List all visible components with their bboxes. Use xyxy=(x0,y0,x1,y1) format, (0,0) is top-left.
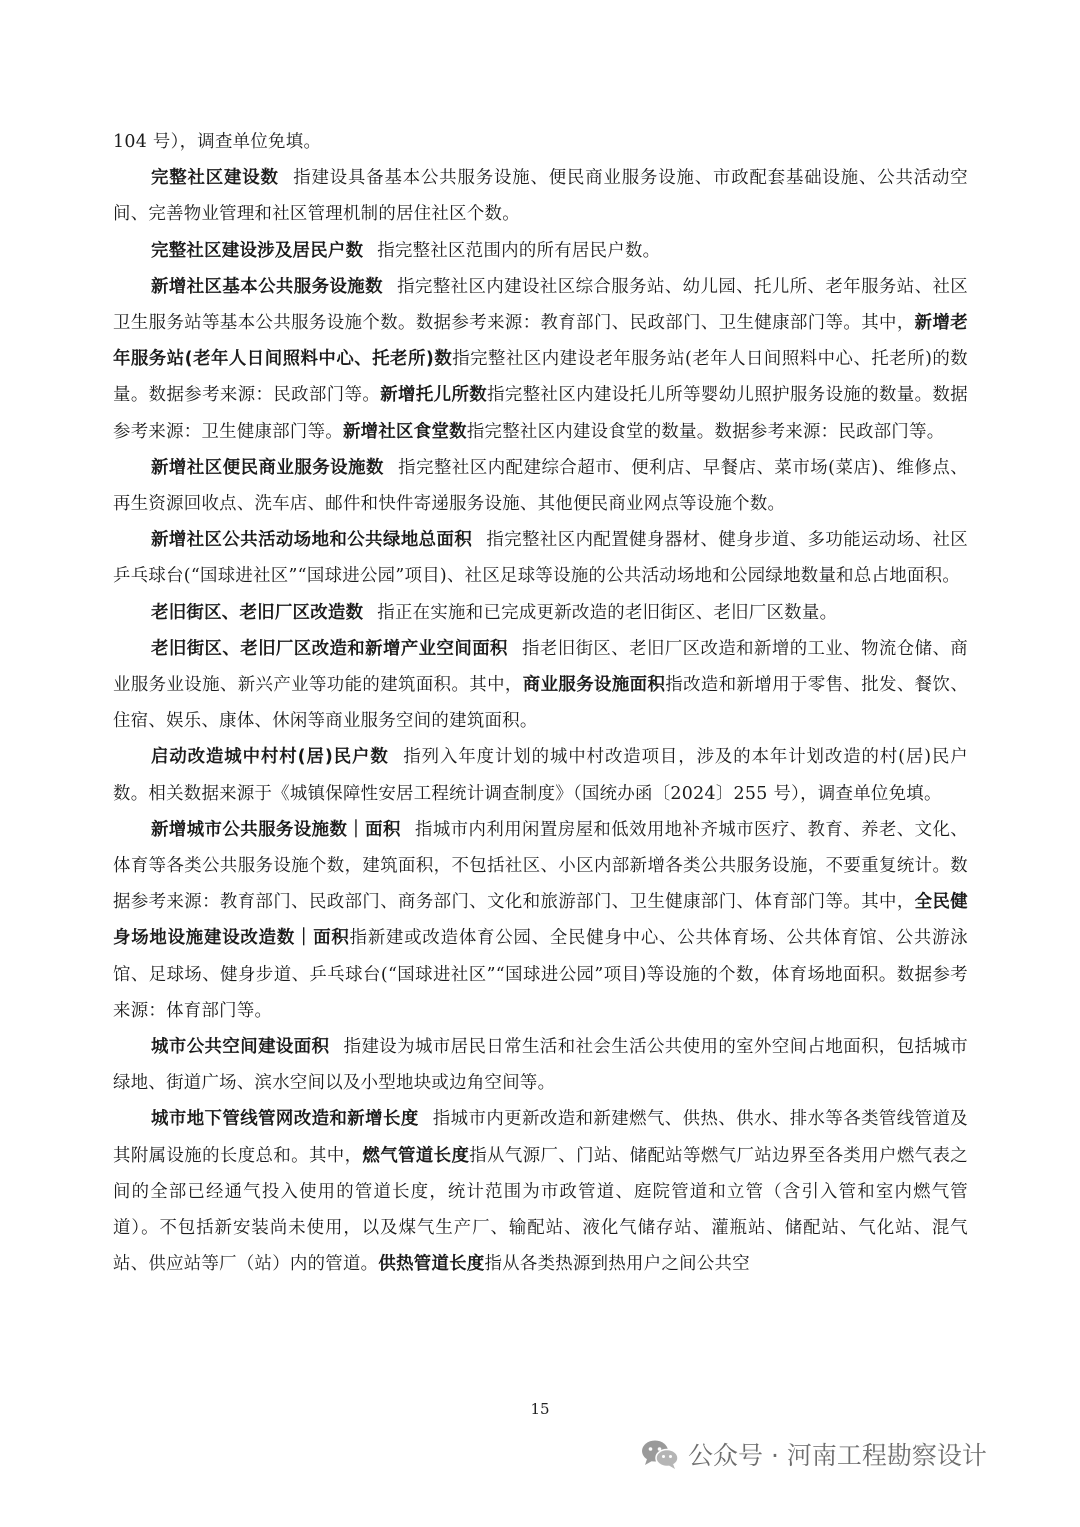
body-text: 指建设为城市居民日常生活和社会生活公共使用的室外空间占地面积，包括城市绿地、街道广场、滨水空间以及小型地块或边角空间等。 xyxy=(113,1037,968,1094)
paragraph-9 xyxy=(113,812,968,1029)
body-text: 指城市内更新改造和新建燃气、供热、供水、排水等各类管线管道及其附属设施的长度总和。其中， xyxy=(113,1109,968,1166)
term-heading: 新增社区便民商业服务设施数 xyxy=(151,457,384,478)
body-text: 指列入年度计划的城中村改造项目，涉及的本年计划改造的村(居)民户数。相关数据来源于《城镇保障性安居工程统计调查制度》（国统办函〔2024〕255 号），调查单位免填。 xyxy=(113,747,968,804)
page-number: 15 xyxy=(530,1400,550,1418)
body-text: 指完整社区内建设食堂的数量。数据参考来源：民政部门等。 xyxy=(466,421,945,442)
term-heading: 全民健身场地设施建设改造数｜面积 xyxy=(113,892,968,949)
paragraph-10 xyxy=(113,1029,968,1101)
body-text: 指城市内利用闲置房屋和低效用地补齐城市医疗、教育、养老、文化、体育等各类公共服务设施个数，建筑面积，不包括社区、小区内部新增各类公共服务设施，不要重复统计。数据参考来源：教育部门、民政部门、商务部门、文化和旅游部门、卫生健康部门、体育部门等。其中， xyxy=(113,819,968,913)
term-heading: 城市地下管线管网改造和新增长度 xyxy=(151,1109,419,1130)
term-heading: 老旧街区、老旧厂区改造和新增产业空间面积 xyxy=(151,638,508,659)
term-heading: 新增托儿所数 xyxy=(380,385,488,406)
body-text: 指从气源厂、门站、储配站等燃气厂站边界至各类用户燃气表之间的全部已经通气投入使用的管道长度，统计范围为市政管道、庭院管道和立管（含引入管和室内燃气管道）。不包括新安装尚未使用，以及煤气生产厂、输配站、液化气储存站、灌瓶站、储配站、气化站、混气站、供应站等厂（站）内的管道。 xyxy=(113,1145,968,1275)
body-text: 104 号），调查单位免填。 xyxy=(113,132,322,152)
term-heading: 完整社区建设数 xyxy=(151,168,279,189)
body-text: 指完整社区范围内的所有居民户数。 xyxy=(377,240,661,261)
document-body xyxy=(113,124,968,1283)
body-text: 指完整社区内配置健身器材、健身步道、多功能运动场、社区乒乓球台(“国球进社区”“国球进公园”项目)、社区足球等设施的公共活动场地和公园绿地数量和总占地面积。 xyxy=(113,530,968,587)
term-heading: 新增社区公共活动场地和公共绿地总面积 xyxy=(151,530,473,551)
term-heading: 新增老年服务站(老年人日间照料中心、托老所)数 xyxy=(113,313,968,370)
term-heading: 新增社区食堂数 xyxy=(342,421,467,442)
term-heading: 供热管道长度 xyxy=(378,1254,485,1275)
footer-text: 公众号 · 河南工程勘察设计 xyxy=(688,1441,987,1470)
term-heading: 新增社区基本公共服务设施数 xyxy=(151,276,383,297)
body-text: 指完整社区内建设老年服务站(老年人日间照料中心、托老所)的数量。数据参考来源：民政部门等。 xyxy=(113,349,968,406)
paragraph-5 xyxy=(113,522,968,594)
paragraph-8 xyxy=(113,739,968,811)
body-text: 指完整社区内配建综合超市、便利店、早餐店、菜市场(菜店)、维修点、再生资源回收点、洗车店、邮件和快件寄递服务设施、其他便民商业网点等设施个数。 xyxy=(113,457,968,515)
paragraph-0 xyxy=(113,124,968,160)
body-text: 指完整社区内建设社区综合服务站、幼儿园、托儿所、老年服务站、社区卫生服务站等基本公共服务设施个数。数据参考来源：教育部门、民政部门、卫生健康部门等。其中， xyxy=(113,276,968,334)
body-text: 指改造和新增用于零售、批发、餐饮、住宿、娱乐、康体、休闲等商业服务空间的建筑面积。 xyxy=(113,675,969,732)
paragraph-7 xyxy=(113,631,968,740)
body-text: 指建设具备基本公共服务设施、便民商业服务设施、市政配套基础设施、公共活动空间、完善物业管理和社区管理机制的居住社区个数。 xyxy=(113,168,968,225)
paragraph-6 xyxy=(113,595,968,631)
body-text: 指从各类热源到热用户之间公共空 xyxy=(484,1254,750,1275)
term-heading: 燃气管道长度 xyxy=(362,1145,470,1166)
paragraph-1 xyxy=(113,160,968,232)
body-text: 指正在实施和已完成更新改造的老旧街区、老旧厂区数量。 xyxy=(377,602,838,623)
term-heading: 城市公共空间建设面积 xyxy=(151,1037,330,1058)
term-heading: 老旧街区、老旧厂区改造数 xyxy=(151,602,364,623)
paragraph-4 xyxy=(113,450,968,522)
paragraph-2 xyxy=(113,233,968,269)
term-heading: 完整社区建设涉及居民户数 xyxy=(151,240,364,261)
body-text: 指新建或改造体育公园、全民健身中心、公共体育场、公共体育馆、公共游泳馆、足球场、健身步道、乒乓球台(“国球进社区”“国球进公园”项目)等设施的个数，体育场地面积。数据参考来源：体育部门等。 xyxy=(113,928,968,1021)
watermark-footer xyxy=(640,1434,987,1474)
term-heading: 启动改造城中村村(居)民户数 xyxy=(151,747,389,768)
wechat-icon xyxy=(640,1438,680,1470)
paragraph-3 xyxy=(113,269,968,450)
term-heading: 新增城市公共服务设施数｜面积 xyxy=(151,819,401,840)
paragraph-11 xyxy=(113,1101,968,1282)
term-heading: 商业服务设施面积 xyxy=(522,675,666,696)
body-text: 指老旧街区、老旧厂区改造和新增的工业、物流仓储、商业服务业设施、新兴产业等功能的建筑面积。其中， xyxy=(113,638,968,696)
body-text: 指完整社区内建设托儿所等婴幼儿照护服务设施的数量。数据参考来源：卫生健康部门等。 xyxy=(113,385,968,442)
